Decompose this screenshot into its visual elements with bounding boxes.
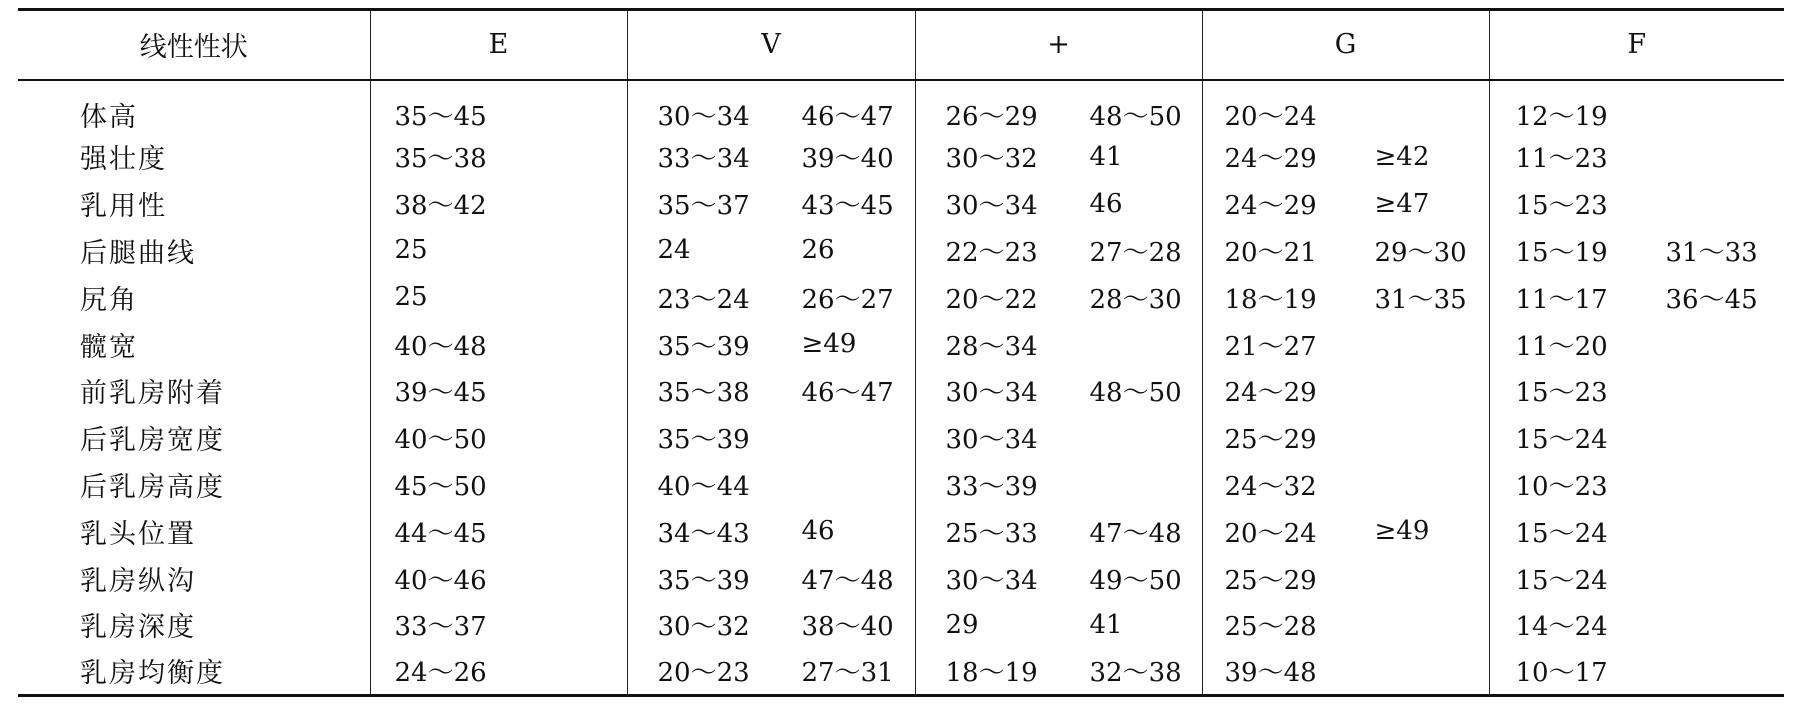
value-v-high: 26～27 [801, 284, 894, 315]
value-v-low: 20～23 [657, 658, 750, 689]
trait-name: 体高 [80, 101, 138, 133]
cell-g [1202, 648, 1489, 695]
cell-g [1202, 134, 1489, 181]
cell-f [1489, 461, 1784, 508]
trait-name: 乳用性 [80, 191, 167, 223]
cell-f [1489, 601, 1784, 648]
table-row [18, 648, 1784, 695]
cell-g [1202, 274, 1489, 321]
cell-e [370, 648, 627, 695]
cell-f [1489, 227, 1784, 274]
value-plus-high: 27～28 [1089, 237, 1182, 268]
cell-e [370, 180, 627, 227]
cell-e [370, 555, 627, 602]
cell-plus [915, 508, 1202, 555]
value-e: 35～38 [394, 144, 487, 175]
value-v-low: 30～32 [657, 612, 750, 643]
value-g-low: 25～29 [1224, 425, 1317, 456]
value-e: 25 [394, 282, 428, 313]
table-row [18, 80, 1784, 134]
header-trait: 线性性状 [18, 10, 370, 80]
cell-f [1489, 134, 1784, 181]
value-e: 25 [394, 235, 428, 266]
cell-v [627, 321, 915, 368]
value-v-high: 39～40 [801, 144, 894, 175]
header-grade-v: V [627, 10, 915, 80]
value-f-low: 10～17 [1515, 658, 1608, 689]
value-f-low: 15～24 [1515, 425, 1608, 456]
cell-f [1489, 648, 1784, 695]
cell-plus [915, 601, 1202, 648]
value-plus-low: 30～32 [945, 144, 1038, 175]
value-v-high: 46 [801, 516, 835, 547]
cell-plus [915, 648, 1202, 695]
cell-f [1489, 555, 1784, 602]
value-v-low: 34～43 [657, 518, 750, 549]
value-v-high: 46～47 [801, 378, 894, 409]
value-v-low: 33～34 [657, 144, 750, 175]
table-row [18, 321, 1784, 368]
trait-name: 髋宽 [80, 331, 138, 363]
value-v-low: 35～37 [657, 191, 750, 222]
cell-e [370, 461, 627, 508]
value-g-low: 24～32 [1224, 471, 1317, 502]
trait-name: 乳房均衡度 [18, 648, 370, 695]
table-row [18, 180, 1784, 227]
table-row [18, 367, 1784, 414]
trait-name: 后乳房高度 [80, 471, 225, 503]
cell-v [627, 508, 915, 555]
cell-plus [915, 274, 1202, 321]
value-f-low: 11～20 [1515, 331, 1608, 362]
cell-v [627, 227, 915, 274]
cell-g [1202, 508, 1489, 555]
cell-e [370, 321, 627, 368]
value-v-high: 46～47 [801, 101, 894, 132]
trait-name: 强壮度 [80, 144, 167, 176]
value-f-low: 15～24 [1515, 518, 1608, 549]
value-e: 38～42 [394, 191, 487, 222]
cell-e [370, 134, 627, 181]
trait-name: 乳房纵沟 [80, 565, 196, 597]
value-v-low: 35～38 [657, 378, 750, 409]
value-g-low: 18～19 [1224, 284, 1317, 315]
header-grade-f: F [1489, 10, 1784, 80]
cell-v [627, 414, 915, 461]
cell-e [370, 414, 627, 461]
cell-e [370, 367, 627, 414]
cell-g [1202, 555, 1489, 602]
cell-plus [915, 180, 1202, 227]
header-grade-g: G [1202, 10, 1489, 80]
value-g-low: 25～28 [1224, 612, 1317, 643]
linear-traits-table-container [18, 8, 1784, 697]
value-f-low: 14～24 [1515, 612, 1608, 643]
value-f-high: 31～33 [1665, 237, 1758, 268]
value-f-low: 10～23 [1515, 471, 1608, 502]
header-grade-plus: + [915, 10, 1202, 80]
value-g-low: 20～24 [1224, 101, 1317, 132]
value-e: 45～50 [394, 471, 487, 502]
value-v-high: 43～45 [801, 191, 894, 222]
value-plus-low: 30～34 [945, 565, 1038, 596]
cell-f [1489, 274, 1784, 321]
cell-plus [915, 461, 1202, 508]
value-v-high: 26 [801, 235, 835, 266]
value-plus-high: 41 [1089, 141, 1123, 172]
value-plus-high: 48～50 [1089, 378, 1182, 409]
value-e: 44～45 [394, 518, 487, 549]
table-row [18, 274, 1784, 321]
value-g-low: 20～21 [1224, 237, 1317, 268]
header-grade-e: E [370, 10, 627, 80]
cell-v [627, 80, 915, 134]
value-plus-high: 46 [1089, 188, 1123, 219]
cell-f [1489, 180, 1784, 227]
value-plus-high: 32～38 [1089, 658, 1182, 689]
cell-v [627, 274, 915, 321]
cell-plus [915, 555, 1202, 602]
table-body [18, 80, 1784, 696]
cell-v [627, 134, 915, 181]
value-e: 40～46 [394, 565, 487, 596]
cell-e [370, 508, 627, 555]
value-plus-high: 41 [1089, 609, 1123, 640]
trait-name: 乳头位置 [80, 518, 196, 550]
cell-g [1202, 227, 1489, 274]
cell-v [627, 555, 915, 602]
value-f-high: 36～45 [1665, 284, 1758, 315]
value-v-high: 38～40 [801, 612, 894, 643]
table-row [18, 227, 1784, 274]
value-f-low: 15～23 [1515, 191, 1608, 222]
value-f-low: 11～17 [1515, 284, 1608, 315]
cell-f [1489, 414, 1784, 461]
cell-e [370, 227, 627, 274]
value-v-high: ≥49 [801, 329, 857, 360]
value-plus-low: 26～29 [945, 101, 1038, 132]
cell-g [1202, 367, 1489, 414]
trait-name: 前乳房附着 [80, 378, 225, 410]
value-e: 40～50 [394, 425, 487, 456]
trait-name: 后乳房宽度 [80, 425, 225, 457]
value-f-low: 12～19 [1515, 101, 1608, 132]
value-plus-high: 47～48 [1089, 518, 1182, 549]
value-e: 40～48 [394, 331, 487, 362]
value-v-low: 35～39 [657, 425, 750, 456]
cell-plus [915, 80, 1202, 134]
value-g-high: 31～35 [1374, 284, 1467, 315]
cell-g [1202, 601, 1489, 648]
value-plus-low: 30～34 [945, 378, 1038, 409]
cell-f [1489, 367, 1784, 414]
cell-plus [915, 367, 1202, 414]
value-v-high: 47～48 [801, 565, 894, 596]
cell-f [1489, 321, 1784, 368]
cell-e [370, 601, 627, 648]
value-plus-low: 30～34 [945, 191, 1038, 222]
value-g-low: 20～24 [1224, 518, 1317, 549]
value-plus-low: 28～34 [945, 331, 1038, 362]
value-f-low: 15～24 [1515, 565, 1608, 596]
trait-name: 乳房深度 [80, 612, 196, 644]
value-g-high: ≥49 [1374, 516, 1430, 547]
value-g-high: ≥42 [1374, 141, 1430, 172]
value-plus-low: 22～23 [945, 237, 1038, 268]
header-row [18, 10, 1784, 80]
table-row [18, 601, 1784, 648]
cell-g [1202, 321, 1489, 368]
cell-v [627, 180, 915, 227]
value-g-high: ≥47 [1374, 188, 1430, 219]
table-row [18, 134, 1784, 181]
value-e: 33～37 [394, 612, 487, 643]
value-g-low: 21～27 [1224, 331, 1317, 362]
table-row [18, 461, 1784, 508]
value-v-low: 35～39 [657, 565, 750, 596]
value-e: 39～45 [394, 378, 487, 409]
value-f-low: 11～23 [1515, 144, 1608, 175]
value-f-low: 15～19 [1515, 237, 1608, 268]
value-plus-high: 49～50 [1089, 565, 1182, 596]
value-g-low: 24～29 [1224, 378, 1317, 409]
trait-name: 尻角 [80, 284, 138, 316]
value-g-low: 25～29 [1224, 565, 1317, 596]
cell-v [627, 601, 915, 648]
cell-f [1489, 80, 1784, 134]
linear-traits-table [18, 8, 1784, 697]
value-plus-low: 25～33 [945, 518, 1038, 549]
cell-e [370, 274, 627, 321]
value-e: 24～26 [394, 658, 487, 689]
cell-v [627, 461, 915, 508]
table-row [18, 414, 1784, 461]
cell-v [627, 648, 915, 695]
cell-g [1202, 414, 1489, 461]
value-e: 35～45 [394, 101, 487, 132]
value-v-low: 30～34 [657, 101, 750, 132]
cell-plus [915, 321, 1202, 368]
value-v-high: 27～31 [801, 658, 894, 689]
value-v-low: 40～44 [657, 471, 750, 502]
value-g-low: 24～29 [1224, 144, 1317, 175]
table-row [18, 555, 1784, 602]
value-plus-low: 29 [945, 609, 979, 640]
cell-g [1202, 461, 1489, 508]
value-v-low: 23～24 [657, 284, 750, 315]
value-plus-low: 20～22 [945, 284, 1038, 315]
cell-f [1489, 508, 1784, 555]
value-plus-low: 30～34 [945, 425, 1038, 456]
cell-e [370, 80, 627, 134]
cell-v [627, 367, 915, 414]
value-plus-high: 28～30 [1089, 284, 1182, 315]
value-plus-low: 18～19 [945, 658, 1038, 689]
value-g-low: 24～29 [1224, 191, 1317, 222]
value-f-low: 15～23 [1515, 378, 1608, 409]
value-g-high: 29～30 [1374, 237, 1467, 268]
value-v-low: 24 [657, 235, 691, 266]
cell-plus [915, 134, 1202, 181]
cell-g [1202, 80, 1489, 134]
value-plus-high: 48～50 [1089, 101, 1182, 132]
cell-g [1202, 180, 1489, 227]
table-row [18, 508, 1784, 555]
cell-plus [915, 414, 1202, 461]
cell-plus [915, 227, 1202, 274]
trait-name: 后腿曲线 [80, 237, 196, 269]
value-plus-low: 33～39 [945, 471, 1038, 502]
value-v-low: 35～39 [657, 331, 750, 362]
value-g-low: 39～48 [1224, 658, 1317, 689]
